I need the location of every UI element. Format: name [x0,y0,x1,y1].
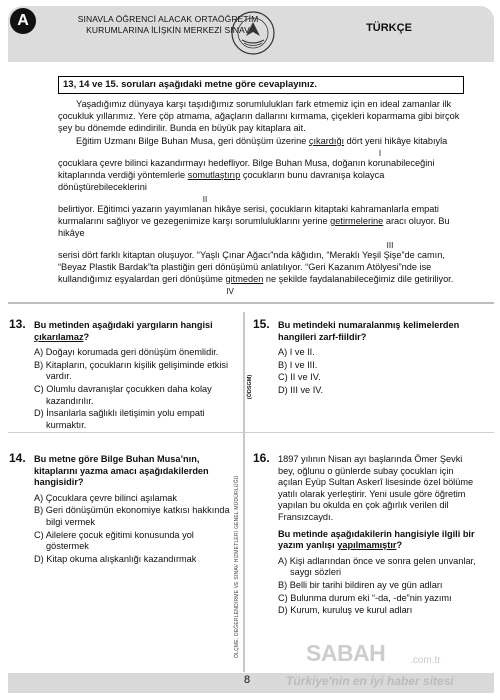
numbered-word-2: somutlaştırıp [187,169,241,180]
numbered-word-3: getirmelerine [330,215,384,226]
option-b[interactable]: B) Kitapların, çocukların kişilik gelişiminde etkisi vardır. [34,359,229,382]
roman-marker-1: I [378,149,382,159]
option-b[interactable]: B) I ve III. [278,359,318,370]
question-passage: 1897 yılının Nisan ayı başlarında Ömer Şevki bey, oğlunu o günlerde subay çocukları için açılan Eyüp Sultan Askerî lisesinde özel bölüme yatılı olarak yerleştirir. Yeni usule göre öğretim yapılan bu okulda en çok ağırlık verilen dil Fransızcaydı. [278,454,474,522]
sabah-watermark-logo: SABAH [306,640,386,666]
numbered-word-1: çıkardığı [308,135,345,146]
exam-header [8,6,494,62]
option-c[interactable]: C) Olumlu davranışlar çocukken daha kolay kazandırılır. [34,383,212,406]
numbered-word-4: gitmeden [225,273,264,284]
passage-paragraph-2: Eğitim Uzmanı Bilge Buhan Musa, geri dönüşüm üzerine çıkardığı dört yeni hikâye kitabıyla [76,135,448,146]
option-a[interactable]: A) Doğayı korumada geri dönüşüm önemlidir. [34,347,219,358]
reading-passage [58,99,462,296]
booklet-type-badge: A [10,8,36,34]
option-c[interactable]: C) Ailelere çocuk eğitimi konusunda yol göstermek [34,529,194,552]
option-d[interactable]: D) III ve IV. [278,384,324,395]
question-13 [9,317,230,432]
passage-line-3: belirtiyor. Eğitimci yazarın yayımlanan hikâye serisi, çocukların kitaptaki kahramanlarla empati kurmalarını sağlıyor ve gezegenimize karşı sorumluluklarını yerine getirmelerine aracı oluyor. Bu hikâye [58,204,450,238]
roman-marker-3: III [386,240,394,250]
question-number: 16. [253,451,270,465]
option-a[interactable]: A) Çocuklara çevre bilinci aşılamak [34,492,177,503]
roman-marker-2: II [202,195,208,205]
question-stem: Bu metinden aşağıdaki yargıların hangisi çıkarılamaz? [34,320,213,342]
passage-line-4: serisi dört farklı kitaptan oluşuyor. “Yaşlı Çınar Ağacı”nda kâğıdın, “Meraklı Yeşil Şişe”de camın, “Beyaz Plastik Bardak”ta plastiğin geri dönüşümü anlatılıyor. “Geri Kazanım Atölyesi”nde ise kullandığımız eşyalardan geri dönüşüme gitmeden ne şekilde faydalanabileceğimiz dile getiriliyor. [58,249,454,284]
option-d[interactable]: D) Kitap okuma alışkanlığı kazandırmak [34,553,197,564]
option-d[interactable]: D) İnsanlarla sağlıklı iletişimin yolu empati kurmaktır. [34,408,205,430]
question-16 [253,451,478,618]
question-15 [253,317,478,398]
side-institution-code: (ÖDSGM) [247,374,254,400]
exam-title-line2: KURUMLARINA İLİŞKİN MERKEZİ SINAV [86,25,250,35]
option-d[interactable]: D) Kurum, kuruluş ve kurul adları [278,605,413,616]
option-b[interactable]: B) Geri dönüşümün ekonomiye katkısı hakkında bilgi vermek [34,505,230,527]
question-stem: Bu metne göre Bilge Buhan Musa’nın, kitaplarını yazma amacı aşağıdakilerden hangisidir? [34,454,209,488]
instruction-box: 13, 14 ve 15. soruları aşağıdaki metne göre cevaplayınız. [58,76,464,94]
page-number: 8 [244,674,251,686]
option-c[interactable]: C) Bulunma durum eki “-da, -de”nin yazımı [278,592,452,603]
option-a[interactable]: A) I ve II. [278,347,315,358]
passage-paragraph-1: Yaşadığımız dünyaya karşı taşıdığımız sorumlulukları fark etmemiz için en ideal zamanlar ilk çocukluk yıllarımız. Yere çöp atmama, ağaçların dallarını kırmama, çiçekleri koparmama gibi birçok şey bu dönemde edindirilir. Bunda en büyük pay kitaplara ait. [58,99,460,133]
exam-title-line1: SINAVLA ÖĞRENCİ ALACAK ORTAÖĞRETİM [77,14,259,24]
meb-logo-icon [230,10,276,56]
question-number: 15. [253,317,270,331]
sabah-watermark-domain: .com.tr [410,655,441,666]
question-number: 13. [9,317,26,331]
question-number: 14. [9,451,26,465]
question-stem: Bu metindeki numaralanmış kelimelerden hangileri zarf-fiildir? [278,320,460,342]
section-divider [8,302,494,304]
option-a[interactable]: A) Kişi adlarından önce ve sonra gelen unvanlar, saygı sözleri [278,555,476,578]
option-c[interactable]: C) II ve IV. [278,372,321,383]
question-14 [9,451,234,566]
passage-line-2: çocuklara çevre bilinci kazandırmayı hedefliyor. Bilge Buhan Musa, doğanın korunabileceğini kitaplarında verdiği yöntemlerle somutlaştırıp çocukların bunu davranışa kolayca dönüştürebileceklerini [58,158,435,192]
subject-title: TÜRKÇE [366,22,412,34]
option-b[interactable]: B) Belli bir tarihi bildiren ay ve gün adları [278,579,443,590]
side-institution-text: ÖLÇME, DEĞERLENDİRME VE SINAV HİZMETLERİ GENEL MÜDÜRLÜĞÜ [234,475,240,658]
column-divider [243,312,245,672]
roman-marker-4: IV [226,286,234,296]
sabah-watermark-tagline: Türkiye'nin en iyi haber sitesi [286,674,454,688]
question-stem: Bu metinde aşağıdakilerin hangisiyle ilgili bir yazım yanlışı yapılmamıştır? [278,528,475,551]
